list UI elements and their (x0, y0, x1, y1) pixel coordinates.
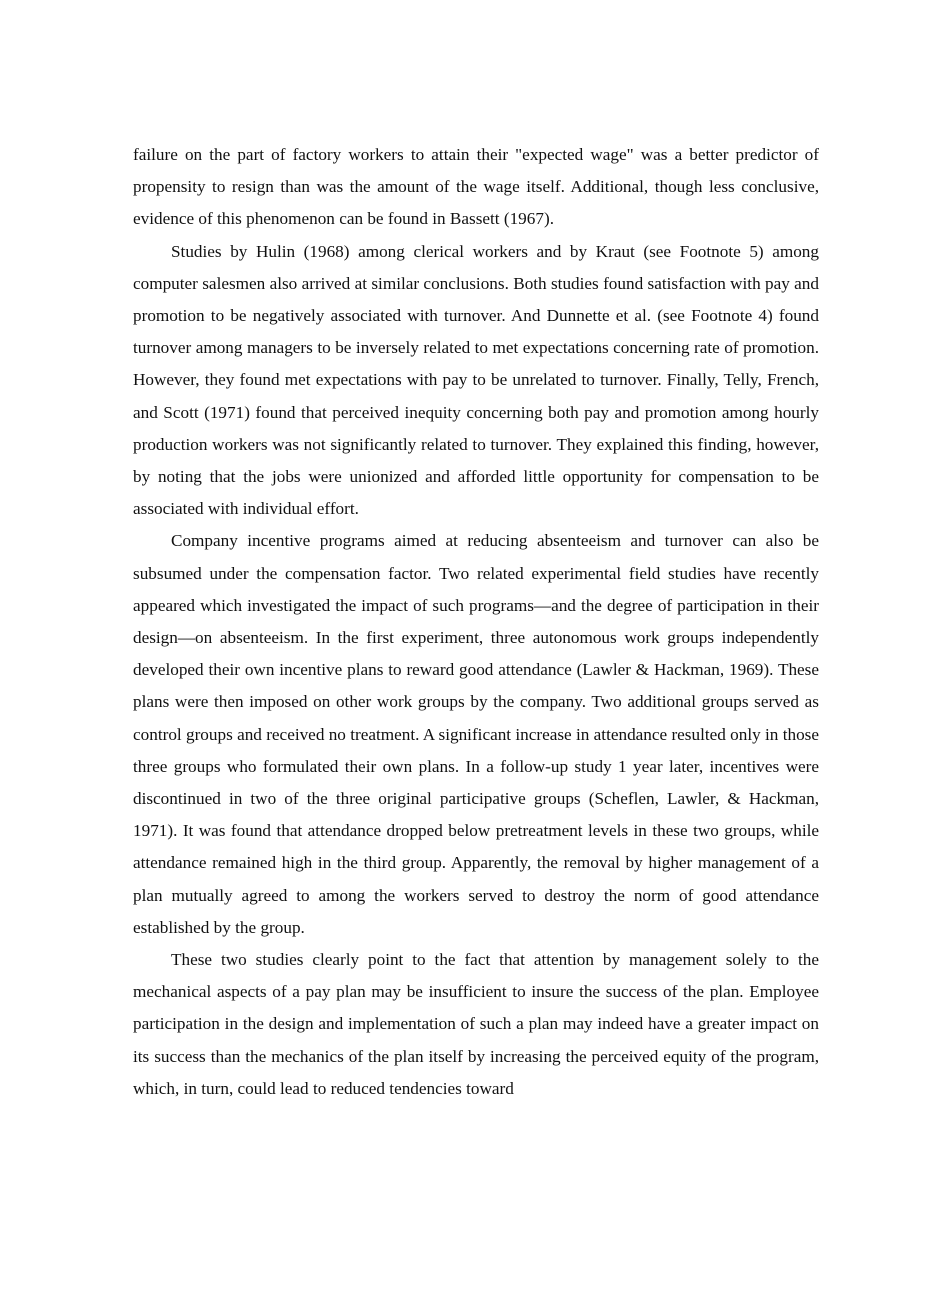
paragraph-expected-wage: failure on the part of factory workers to attain their "expected wage" was a better predictor of propensity to resign than was the amount of the wage itself. Additional, though less conclusive, evidence of this phenomenon can be found in Bassett (1967). (133, 145, 819, 229)
paragraph-incentive-programs: Company incentive programs aimed at reducing absenteeism and turnover can also be subsumed under the compensation factor. Two related experimental field studies have recently appeared which investigated the impact of such programs—and the degree of participation in their design—on absenteeism. In the first experiment, three autonomous work groups independently developed their own incentive plans to reward good attendance (Lawler & Hackman, 1969). These plans were then imposed on other work groups by the company. Two additional groups served as control groups and received no treatment. A significant increase in attendance resulted only in those three groups who formulated their own plans. In a follow-up study 1 year later, incentives were discontinued in two of the three original participative groups (Scheflen, Lawler, & Hackman, 1971). It was found that attendance dropped below pretreatment levels in these two groups, while attendance remained high in the third group. Apparently, the removal by higher management of a plan mutually agreed to among the workers served to destroy the norm of good attendance established by the group. (133, 531, 819, 937)
paragraph-participation-conclusion: These two studies clearly point to the fact that attention by management solely to the mechanical aspects of a pay plan may be insufficient to insure the success of the plan. Employee participation in the design and implementation of such a plan may indeed have a greater impact on its success than the mechanics of the plan itself by increasing the perceived equity of the program, which, in turn, could lead to reduced tendencies toward (133, 950, 819, 1098)
paragraph-hulin-kraut-studies: Studies by Hulin (1968) among clerical workers and by Kraut (see Footnote 5) among computer salesmen also arrived at similar conclusions. Both studies found satisfaction with pay and promotion to be negatively associated with turnover. And Dunnette et al. (see Footnote 4) found turnover among managers to be inversely related to met expectations concerning rate of promotion. However, they found met expectations with pay to be unrelated to turnover. Finally, Telly, French, and Scott (1971) found that perceived inequity concerning both pay and promotion among hourly production workers was not significantly related to turnover. They explained this finding, however, by noting that the jobs were unionized and afforded little opportunity for compensation to be associated with individual effort. (133, 241, 819, 519)
document-page (133, 139, 819, 1105)
